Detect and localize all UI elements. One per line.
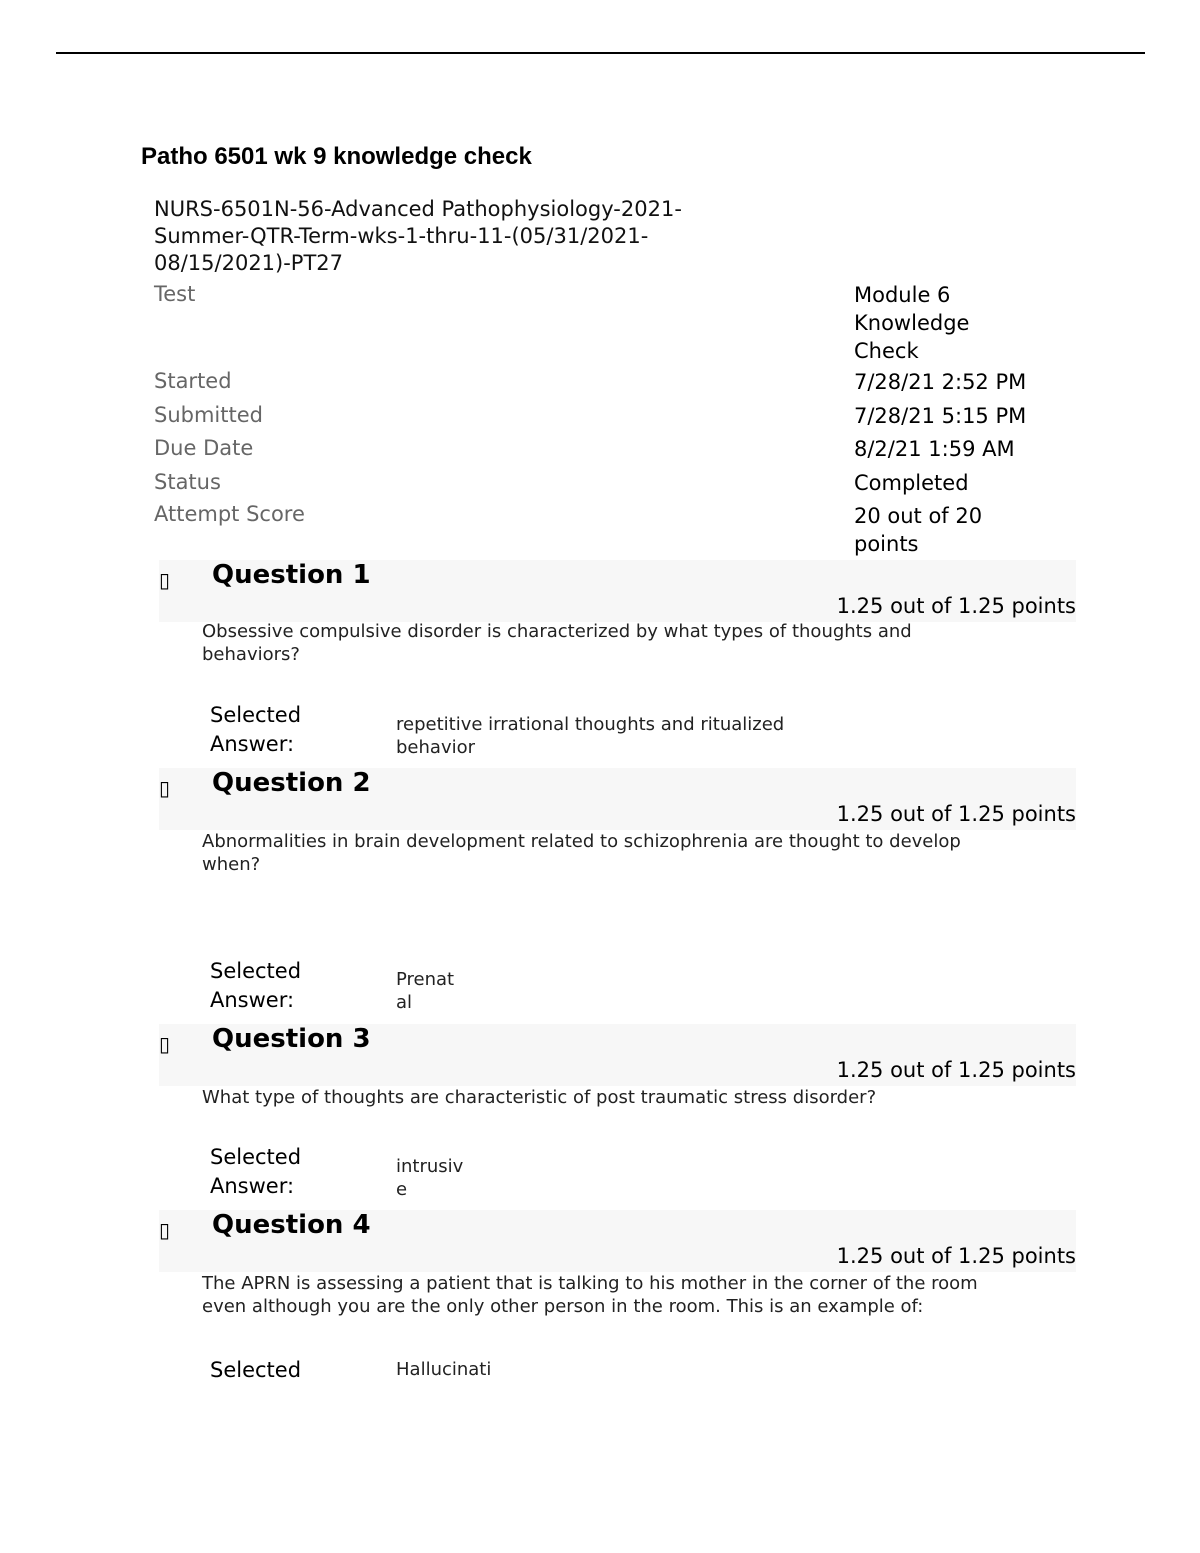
answer-line: e (396, 1179, 408, 1200)
status-value: Completed (854, 471, 969, 495)
question-score: 1.25 out of 1.25 points (836, 594, 1076, 618)
question-status-icon: ▯ (159, 1218, 171, 1242)
selected-label-line: Answer: (210, 1174, 295, 1198)
question-title: Question 4 (212, 1210, 371, 1240)
submitted-value: 7/28/21 5:15 PM (854, 404, 1027, 428)
test-value-line: Knowledge (854, 311, 970, 335)
answer-line: intrusiv (396, 1156, 464, 1177)
submitted-label: Submitted (154, 403, 263, 427)
course-line: Summer-QTR-Term-wks-1-thru-11-(05/31/2021- (154, 224, 649, 248)
selected-answer-label (210, 1356, 301, 1385)
top-rule (56, 52, 1145, 54)
course-line: NURS-6501N-56-Advanced Pathophysiology-2021- (154, 197, 682, 221)
answer-line: repetitive irrational thoughts and ritualized (396, 714, 785, 735)
selected-label-line: Selected (210, 703, 302, 727)
course-line: 08/15/2021)-PT27 (154, 251, 344, 275)
question-text-line: behaviors? (202, 644, 300, 665)
attempt-score-value (854, 502, 982, 558)
course-name (154, 196, 774, 277)
question-4-text (202, 1272, 1062, 1318)
attempt-score-line: 20 out of 20 (854, 504, 983, 528)
due-date-label: Due Date (154, 436, 254, 460)
question-text-line: What type of thoughts are characteristic of post traumatic stress disorder? (202, 1087, 877, 1108)
question-title: Question 1 (212, 560, 371, 590)
due-date-value: 8/2/21 1:59 AM (854, 437, 1015, 461)
selected-label-line: Selected (210, 1145, 302, 1169)
question-status-icon: ▯ (159, 568, 171, 592)
question-2-text (202, 830, 1062, 876)
answer-line: behavior (396, 737, 476, 758)
question-text-line: when? (202, 854, 261, 875)
question-1-text (202, 620, 1062, 666)
question-3-text (202, 1086, 1062, 1109)
selected-answer-label (210, 1143, 301, 1201)
started-label: Started (154, 369, 232, 393)
selected-answer-value (396, 713, 784, 759)
question-score: 1.25 out of 1.25 points (836, 802, 1076, 826)
question-text-line: The APRN is assessing a patient that is talking to his mother in the corner of the room (202, 1273, 978, 1294)
selected-answer-value (396, 1358, 491, 1381)
question-status-icon: ▯ (159, 776, 171, 800)
status-label: Status (154, 470, 221, 494)
test-value-line: Module 6 (854, 283, 951, 307)
selected-answer-value (396, 968, 454, 1014)
started-value: 7/28/21 2:52 PM (854, 370, 1027, 394)
test-value-line: Check (854, 339, 919, 363)
page-title: Patho 6501 wk 9 knowledge check (141, 143, 532, 170)
selected-label-line: Selected (210, 959, 302, 983)
selected-label-line: Answer: (210, 732, 295, 756)
question-title: Question 2 (212, 768, 371, 798)
selected-label-line: Answer: (210, 988, 295, 1012)
selected-answer-value (396, 1155, 463, 1201)
question-text-line: even although you are the only other person in the room. This is an example of: (202, 1296, 924, 1317)
answer-line: Hallucinati (396, 1359, 492, 1380)
attempt-score-label: Attempt Score (154, 502, 305, 526)
selected-label-line: Selected (210, 1358, 302, 1382)
question-score: 1.25 out of 1.25 points (836, 1058, 1076, 1082)
question-1-header (159, 560, 1076, 622)
answer-line: Prenat (396, 969, 455, 990)
question-text-line: Obsessive compulsive disorder is characterized by what types of thoughts and (202, 621, 912, 642)
test-value (854, 281, 969, 365)
question-text-line: Abnormalities in brain development related to schizophrenia are thought to develop (202, 831, 961, 852)
question-score: 1.25 out of 1.25 points (836, 1244, 1076, 1268)
question-status-icon: ▯ (159, 1032, 171, 1056)
attempt-score-line: points (854, 532, 919, 556)
question-title: Question 3 (212, 1024, 371, 1054)
selected-answer-label (210, 701, 301, 759)
selected-answer-label (210, 957, 301, 1015)
test-label: Test (154, 282, 196, 306)
answer-line: al (396, 992, 413, 1013)
question-3-header (159, 1024, 1076, 1086)
question-2-header (159, 768, 1076, 830)
question-4-header (159, 1210, 1076, 1272)
